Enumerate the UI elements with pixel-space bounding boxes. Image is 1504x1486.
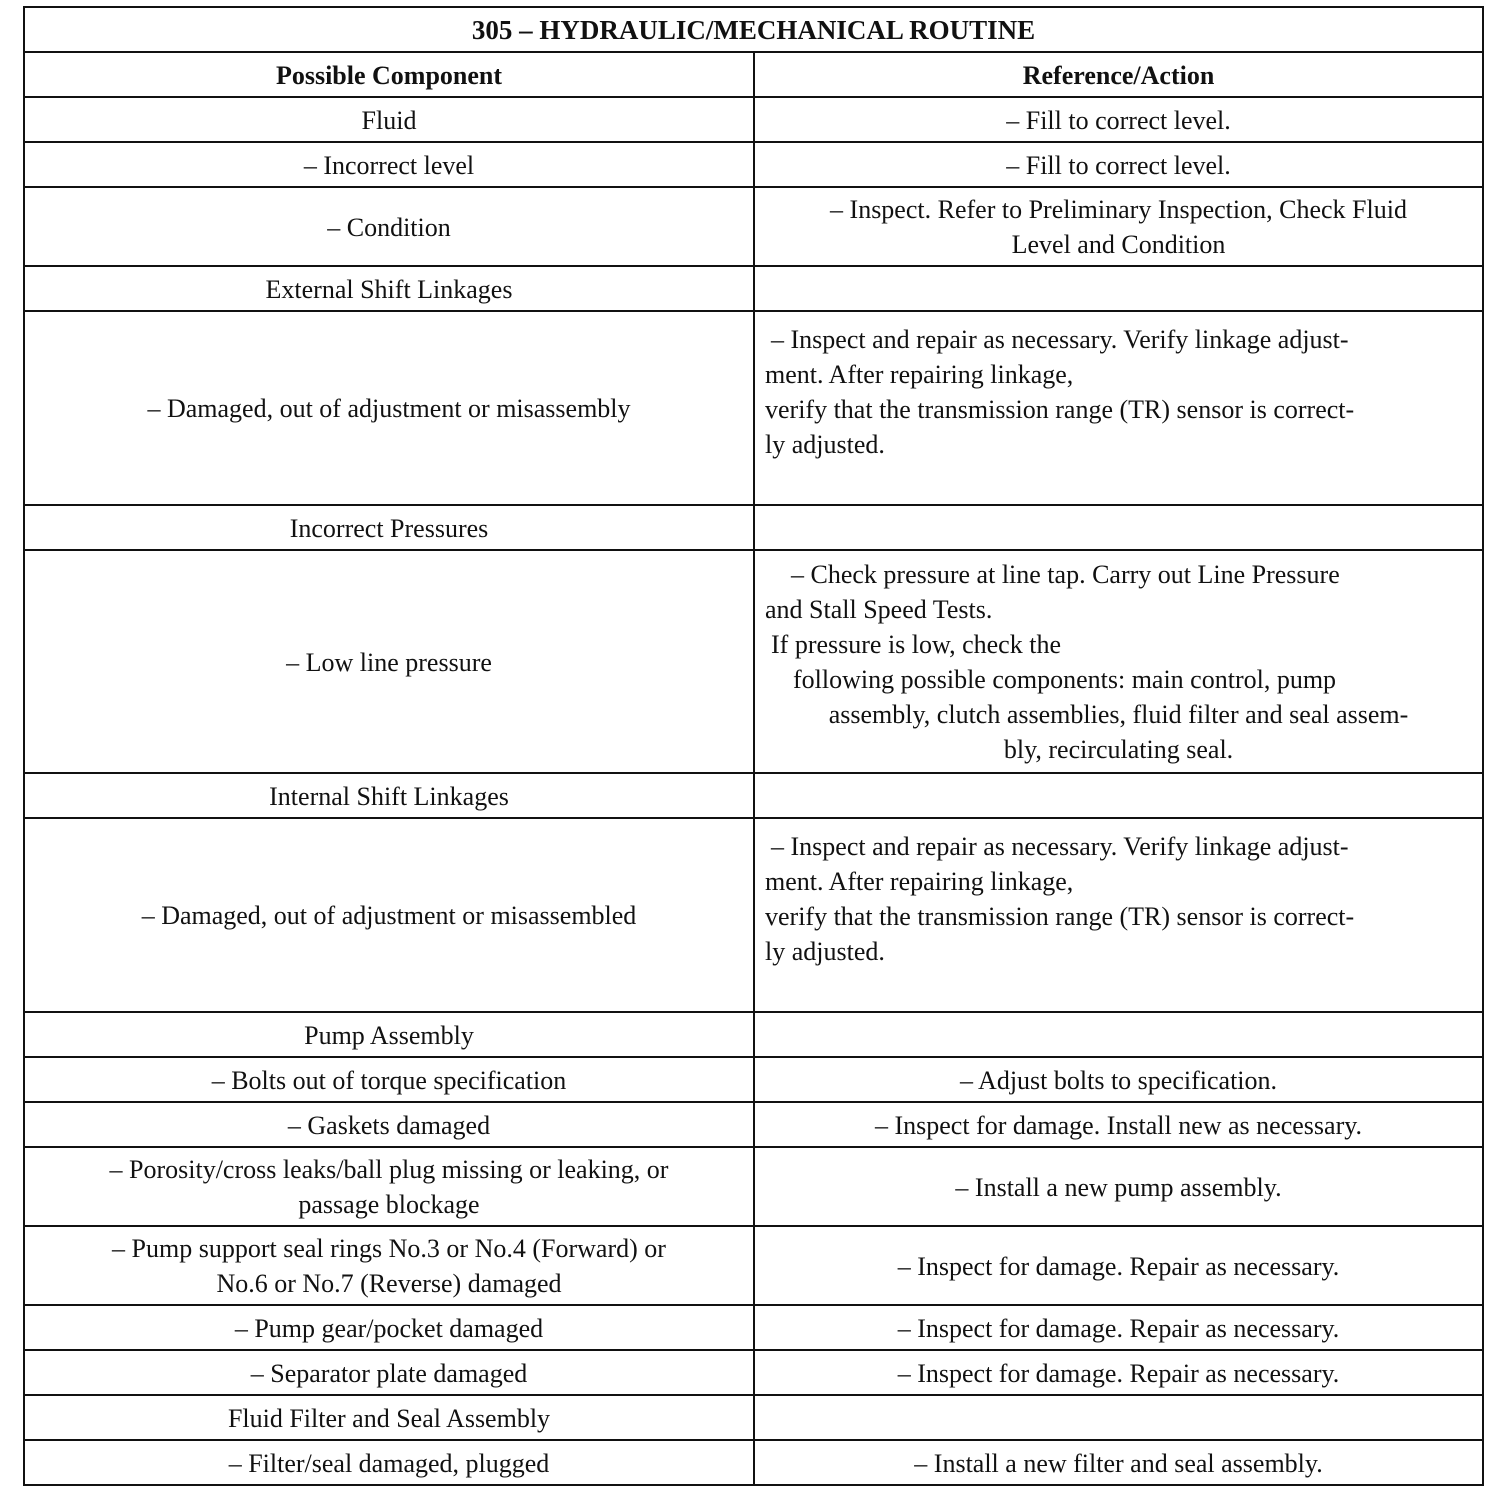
action-cell: – Fill to correct level. <box>754 142 1483 187</box>
component-line: – Porosity/cross leaks/ball plug missing or leaking, or <box>109 1155 669 1184</box>
table-row <box>24 773 1483 818</box>
table-row <box>24 1057 1483 1102</box>
component-cell: – Separator plate damaged <box>24 1350 754 1395</box>
action-line: – Inspect and repair as necessary. Verify linkage adjust- <box>771 832 1349 861</box>
action-line: bly, recirculating seal. <box>1003 735 1234 764</box>
table-row <box>24 1102 1483 1147</box>
action-cell <box>754 505 1483 550</box>
action-line: following possible components: main control, pump <box>793 665 1337 694</box>
action-line: verify that the transmission range (TR) sensor is correct- <box>765 902 1355 931</box>
action-line: – Inspect and repair as necessary. Verify linkage adjust- <box>771 325 1349 354</box>
action-line: If pressure is low, check the <box>771 630 1061 659</box>
action-cell: – Install a new filter and seal assembly. <box>754 1440 1483 1485</box>
component-cell: – Damaged, out of adjustment or misassembled <box>24 818 754 1012</box>
component-cell: – Damaged, out of adjustment or misassembly <box>24 311 754 505</box>
component-cell: – Gaskets damaged <box>24 1102 754 1147</box>
table-row <box>24 266 1483 311</box>
action-cell <box>754 1012 1483 1057</box>
routine-table <box>23 6 1484 1486</box>
table-row <box>24 1147 1483 1226</box>
component-cell: – Bolts out of torque specification <box>24 1057 754 1102</box>
action-cell: – Inspect for damage. Repair as necessary. <box>754 1350 1483 1395</box>
component-cell: Incorrect Pressures <box>24 505 754 550</box>
table-row <box>24 505 1483 550</box>
action-cell <box>754 266 1483 311</box>
action-cell: – Install a new pump assembly. <box>754 1147 1483 1226</box>
action-cell: – Adjust bolts to specification. <box>754 1057 1483 1102</box>
table-row <box>24 550 1483 773</box>
table-row <box>24 1305 1483 1350</box>
action-line: ly adjusted. <box>765 937 885 966</box>
action-line: Level and Condition <box>1011 230 1226 259</box>
action-cell <box>754 1395 1483 1440</box>
component-cell: Internal Shift Linkages <box>24 773 754 818</box>
component-cell <box>24 1147 754 1226</box>
component-line: passage blockage <box>298 1190 480 1219</box>
action-cell <box>754 550 1483 773</box>
component-cell <box>24 1226 754 1305</box>
action-line: ly adjusted. <box>765 430 885 459</box>
action-cell <box>754 187 1483 266</box>
component-cell: Fluid Filter and Seal Assembly <box>24 1395 754 1440</box>
component-cell: Pump Assembly <box>24 1012 754 1057</box>
component-cell: Fluid <box>24 97 754 142</box>
table-row <box>24 818 1483 1012</box>
table-title: 305 – HYDRAULIC/MECHANICAL ROUTINE <box>24 7 1483 52</box>
action-line: and Stall Speed Tests. <box>765 595 993 624</box>
component-line: – Pump support seal rings No.3 or No.4 (Forward) or <box>112 1234 666 1263</box>
action-line: – Inspect. Refer to Preliminary Inspection, Check Fluid <box>830 195 1407 224</box>
table-row <box>24 1395 1483 1440</box>
table-row <box>24 1012 1483 1057</box>
component-line: No.6 or No.7 (Reverse) damaged <box>216 1269 562 1298</box>
action-cell: – Inspect for damage. Repair as necessary. <box>754 1305 1483 1350</box>
action-line: verify that the transmission range (TR) sensor is correct- <box>765 395 1355 424</box>
component-cell: – Incorrect level <box>24 142 754 187</box>
action-cell: – Inspect for damage. Repair as necessary. <box>754 1226 1483 1305</box>
component-cell: – Condition <box>24 187 754 266</box>
table-row <box>24 97 1483 142</box>
action-cell: – Inspect for damage. Install new as necessary. <box>754 1102 1483 1147</box>
table-row <box>24 1350 1483 1395</box>
table-row <box>24 142 1483 187</box>
table-row <box>24 1226 1483 1305</box>
table-row <box>24 311 1483 505</box>
component-cell: – Filter/seal damaged, plugged <box>24 1440 754 1485</box>
action-line: ment. After repairing linkage, <box>765 360 1074 389</box>
component-cell: – Pump gear/pocket damaged <box>24 1305 754 1350</box>
action-line: assembly, clutch assemblies, fluid filter and seal assem- <box>828 700 1409 729</box>
action-cell <box>754 818 1483 1012</box>
column-header-action: Reference/Action <box>754 52 1483 97</box>
action-cell <box>754 311 1483 505</box>
component-cell: – Low line pressure <box>24 550 754 773</box>
table-row <box>24 187 1483 266</box>
table-row <box>24 1440 1483 1485</box>
action-cell <box>754 773 1483 818</box>
component-cell: External Shift Linkages <box>24 266 754 311</box>
action-line: ment. After repairing linkage, <box>765 867 1074 896</box>
column-header-component: Possible Component <box>24 52 754 97</box>
action-line: – Check pressure at line tap. Carry out Line Pressure <box>791 560 1340 589</box>
action-cell: – Fill to correct level. <box>754 97 1483 142</box>
